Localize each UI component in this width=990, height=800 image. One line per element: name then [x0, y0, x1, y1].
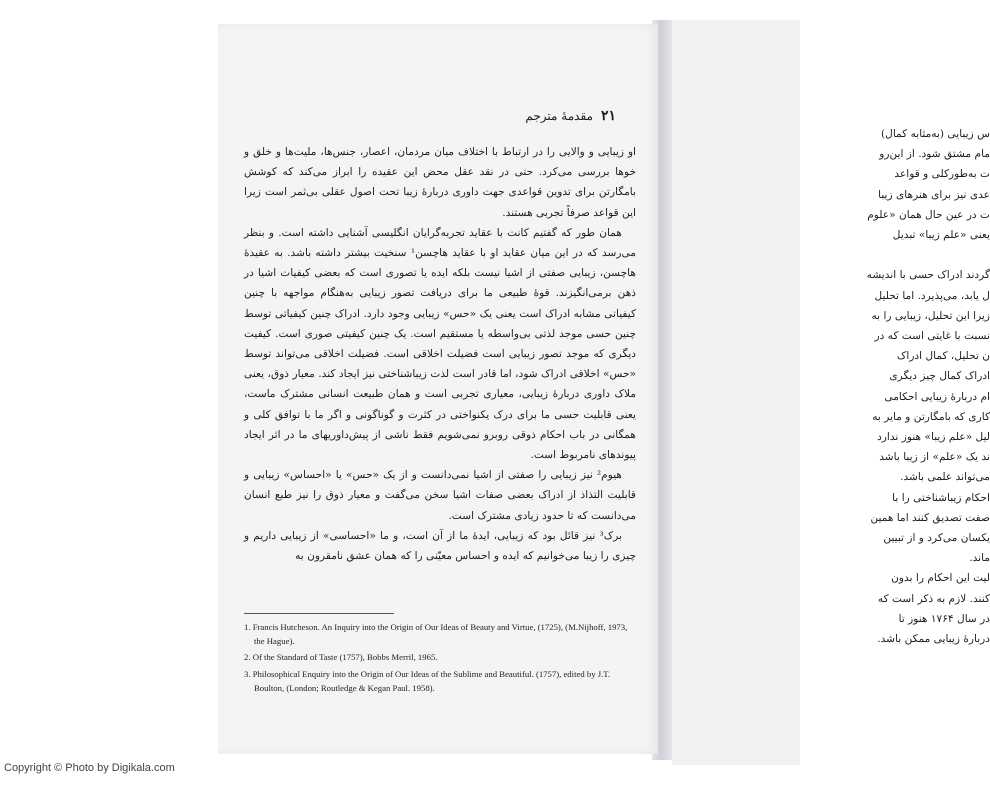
text-line: ل یابد، می‌پذیرد. اما تحلیل [874, 289, 990, 302]
running-head: مقدمهٔ مترجم [525, 109, 593, 123]
page-header [525, 108, 616, 124]
text-line: صفت تصدیق کنند اما همین [870, 511, 990, 524]
text-line: می‌تواند علمی باشد. [900, 471, 990, 484]
text-line: دربارهٔ زیبایی ممکن باشد. [877, 633, 990, 646]
text-line: ن تحلیل، کمال ادراک [896, 350, 990, 363]
paragraph: هیوم² نیز زیبایی را صفتی از اشیا نمی‌دانست و از یک «حس» یا «احساس» زیبایی و قابلیت التذاذ از ادراک بعضی صفات اشیا سخن می‌گفت و معیار ذوق را نیز طبع انسان می‌دانست که تا حدود زیادی مشترک است. [244, 469, 636, 522]
text-line: لیل «علم زیبا» هنوز ندارد [877, 431, 990, 444]
right-book-page [672, 20, 990, 765]
text-line: نسبت با غایتی است که در [874, 330, 990, 343]
page-body [244, 142, 636, 566]
footnote: 2. Of the Standard of Taste (1757), Bobbs Merril, 1965. [244, 652, 438, 663]
text-line: یکسان می‌کرد و از تبیین [883, 532, 990, 545]
text-line: کاری که بامگارتن و مایر به [872, 410, 990, 423]
photo-credit: Copyright © Photo by Digikala.com [4, 762, 175, 774]
text-line [680, 245, 990, 265]
text-line: کنند. لازم به ذکر است که [877, 592, 990, 605]
paragraph: برک³ نیز قائل بود که زیبایی، ایدهٔ ما از آن است، و ما «احساسی» از زیبایی داریم و چیزی را زیبا می‌خوانیم که ایده و احساس معیّنی را که همان عشق نامقرون به [244, 529, 636, 563]
footnote: 3. Philosophical Enquiry into the Origin of Our Ideas of the Sublime and Beautiful. (1757), edited by J.T. Boulton, (London; Routledge & Kegan Paul. 1958). [244, 668, 611, 693]
paragraph: او زیبایی و والایی را در ارتباط با اختلاف میان مردمان، اعصار، جنس‌ها، ملیت‌ها و خلق و خوها بررسی می‌کرد. حتی در نقد عقل محض این عقیده را ابراز می‌کند که کوشش بامگارتن برای تدوین قواعدی جهت داوری دربارهٔ زیبا تحت اصول عقلی بی‌ثمر است زیرا این قواعد صرفاً تجربی هستند. [244, 146, 636, 219]
paragraph: همان طور که گفتیم کانت با عقاید تجربه‌گرایان انگلیسی آشنایی داشته است. و بنظر می‌رسد که در این میان عقاید او با عقاید هاچسن¹ سنخیت بیشتر داشته باشد. به عقیدهٔ هاچسن، زیبایی صفتی از اشیا نیست بلکه ایده یا تصوری است که بعضی کیفیات اشیا در ذهن برمی‌انگیزند. قوهٔ طبیعی ما برای دریافت تصور زیبایی به‌هنگام مواجهه با چنین کیفیاتی مشابه ادراک است یعنی یک «حس» زیبایی وجود دارد. ادراک چنین کیفیاتی توسط چنین حسی موجد لذتی بی‌واسطه یا مستقیم است. یک چنین کیفیتی صوری است. کیفیت دیگری که موجد تصور زیبایی است فضیلت اخلاقی است. فضیلت اخلاقی می‌تواند توسط «حس» اخلاقی ادراک شود، اما قادر است لذت زیباشناختی نیز ایجاد کند. معیار ذوق، یعنی ملاک داوری دربارهٔ زیبایی، معیاری تجربی است و همان طبیعت انسانی مشترک ماست، یعنی قابلیت حسی ما برای درک یکنواختی در کثرت و گوناگونی و اگر ما با توافق کلی و همگانی در باب احکام ذوقی روبرو نمی‌شویم فقط ناشی از پیش‌داوریهای ما در اثر ایجاد پیوندهای نامربوط است. [244, 226, 636, 462]
text-line: یعنی «علم زیبا» تبدیل [892, 229, 990, 242]
text-line: س زیبایی (به‌مثابه کمال) [880, 128, 990, 140]
text-line: ام دربارهٔ زیبایی احکامی [884, 390, 990, 403]
text-line: زیرا این تحلیل، زیبایی را به [871, 309, 990, 322]
text-line: در سال ۱۷۶۴ هنوز تا [898, 612, 990, 625]
page-number: ۲۱ [600, 108, 616, 124]
text-line: ت در عین حال همان «علوم [867, 208, 990, 221]
footnotes [244, 620, 634, 697]
text-line: عدی نیز برای هنرهای زیبا [878, 188, 990, 201]
text-line: ادراک کمال چیز دیگری [889, 370, 990, 383]
text-line: گردند ادراک حسی با اندیشه [866, 269, 990, 282]
text-line: ت به‌طورکلی و قواعد [894, 168, 990, 181]
text-line: احکام زیباشناختی را با [892, 491, 990, 504]
left-book-page [218, 24, 658, 754]
text-line: مام مشتق شود. از این‌رو [879, 148, 990, 161]
text-line: ند یک «علم» از زیبا باشد [879, 451, 990, 464]
footnote-divider [244, 613, 394, 614]
text-line: لیت این احکام را بدون [891, 572, 990, 585]
text-line: ماند. [969, 552, 990, 565]
footnote: 1. Francis Hutcheson. An Inquiry into the Origin of Our Ideas of Beauty and Virtue, (1725), (M.Nijhoff, 1973, the Hague). [244, 622, 628, 647]
right-page-text [680, 124, 990, 649]
